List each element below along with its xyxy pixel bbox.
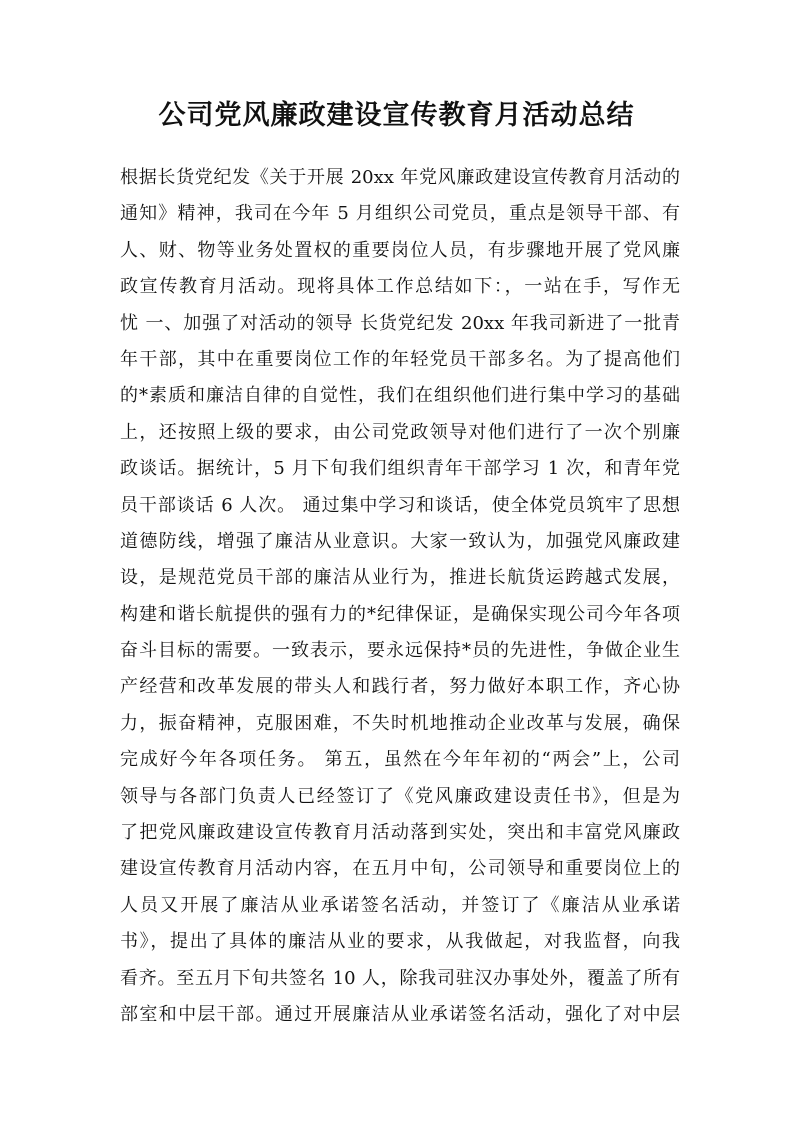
body-line: 人员又开展了廉洁从业承诺签名活动，并签订了《廉洁从业承诺	[120, 894, 680, 916]
body-line: 力，振奋精神，克服困难，不失时机地推动企业改革与发展，确保	[120, 712, 680, 734]
body-line: 了把党风廉政建设宣传教育月活动落到实处，突出和丰富党风廉政	[120, 822, 680, 844]
body-line: 年干部，其中在重要岗位工作的年轻党员干部多名。为了提高他们	[120, 348, 680, 370]
body-line: 上，还按照上级的要求，由公司党政领导对他们进行了一次个别廉	[120, 421, 680, 443]
body-line: 员干部谈话 6 人次。 通过集中学习和谈话，使全体党员筑牢了思想	[120, 494, 680, 516]
body-line: 道德防线，增强了廉洁从业意识。大家一致认为，加强党风廉政建	[120, 530, 680, 552]
body-line: 产经营和改革发展的带头人和践行者，努力做好本职工作，齐心协	[120, 676, 680, 698]
body-line: 人、财、物等业务处置权的重要岗位人员，有步骤地开展了党风廉	[120, 239, 680, 261]
body-line: 设，是规范党员干部的廉洁从业行为，推进长航货运跨越式发展，	[120, 567, 680, 589]
body-line: 完成好今年各项任务。 第五，虽然在今年年初的“两会”上，公司	[120, 749, 680, 771]
body-line: 的*素质和廉洁自律的自觉性，我们在组织他们进行集中学习的基础	[120, 385, 680, 407]
body-line: 建设宣传教育月活动内容，在五月中旬，公司领导和重要岗位上的	[120, 858, 680, 880]
document-body	[120, 160, 680, 1033]
body-line: 通知》精神，我司在今年 5 月组织公司党员，重点是领导干部、有	[120, 203, 680, 225]
document-title: 公司党风廉政建设宣传教育月活动总结	[158, 100, 635, 131]
body-line: 忧 一、加强了对活动的领导 长货党纪发 20xx 年我司新进了一批青	[120, 312, 680, 334]
body-line: 根据长货党纪发《关于开展 20xx 年党风廉政建设宣传教育月活动的	[120, 167, 680, 188]
body-line: 政宣传教育月活动。现将具体工作总结如下：，一站在手，写作无	[120, 276, 680, 298]
body-line: 构建和谐长航提供的强有力的*纪律保证，是确保实现公司今年各项	[120, 603, 680, 625]
body-line: 部室和中层干部。通过开展廉洁从业承诺签名活动，强化了对中层	[120, 1003, 680, 1025]
body-line: 领导与各部门负责人已经签订了《党风廉政建设责任书》，但是为	[120, 785, 680, 807]
body-line: 奋斗目标的需要。一致表示，要永远保持*员的先进性，争做企业生	[120, 640, 680, 662]
body-line: 看齐。至五月下旬共签名 10 人，除我司驻汉办事处外，覆盖了所有	[120, 967, 680, 989]
body-line: 书》，提出了具体的廉洁从业的要求，从我做起，对我监督，向我	[120, 931, 680, 953]
body-line: 政谈话。据统计，5 月下旬我们组织青年干部学习 1 次，和青年党	[120, 458, 680, 480]
